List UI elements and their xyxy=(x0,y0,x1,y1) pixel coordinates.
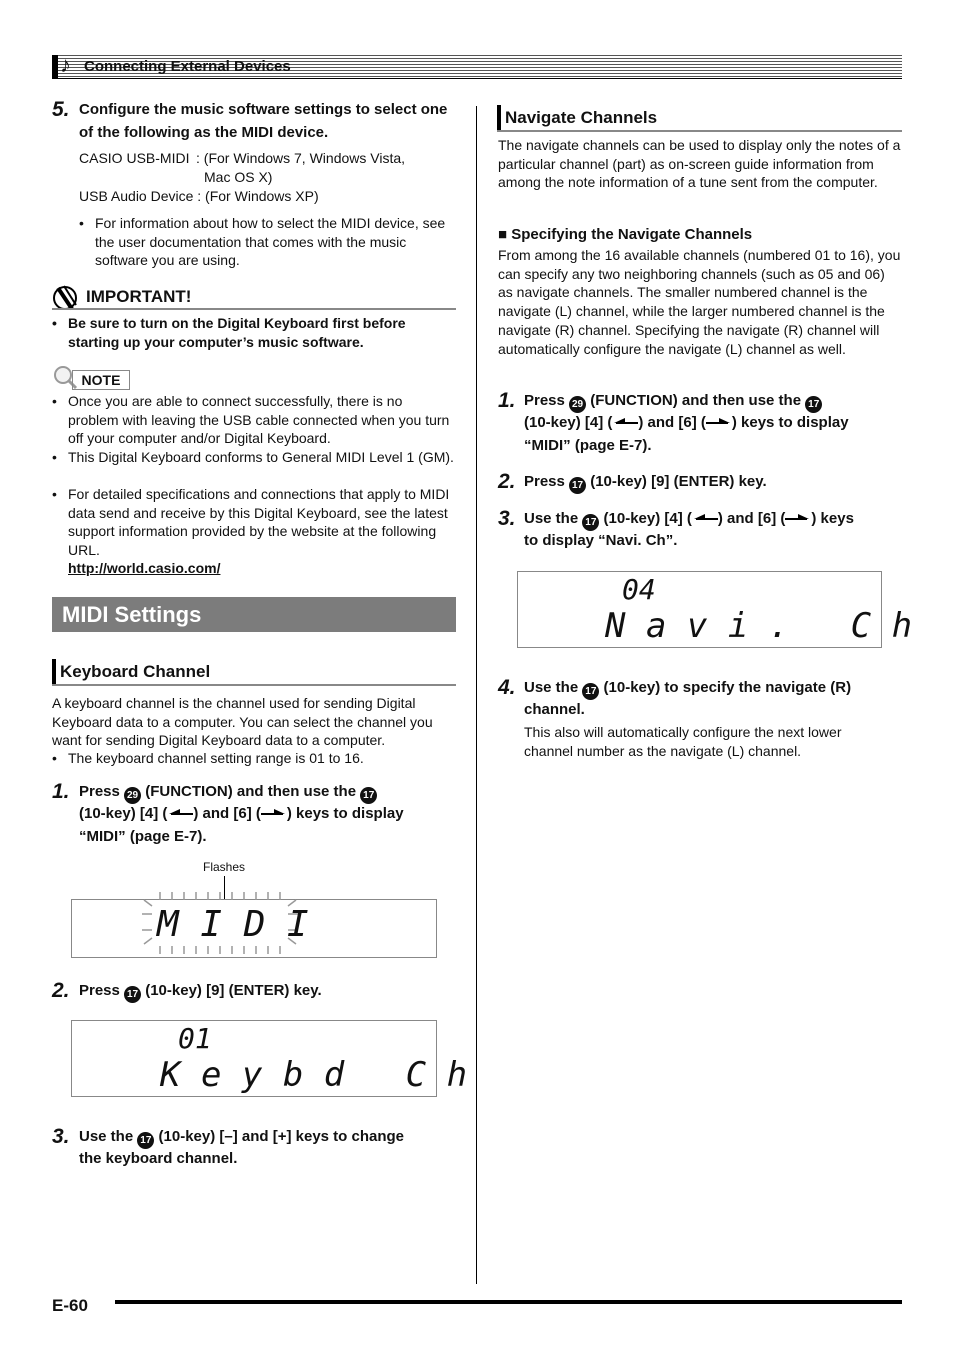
subhead-rule xyxy=(497,130,902,132)
lcd-keybd-text: K e y b d C h xyxy=(160,1055,468,1095)
use-text: Use the xyxy=(524,510,579,527)
bullet-text: For information about how to select the MIDI device, see the user documentation that comes with the music software you are using. xyxy=(95,215,446,269)
kc-step-2-text xyxy=(79,980,322,1003)
button-29-icon: 29 xyxy=(569,396,586,413)
button-29-icon: 29 xyxy=(124,787,141,804)
kc-step-3-line2: the keyboard channel. xyxy=(79,1150,238,1167)
press-text: Press xyxy=(79,982,120,999)
key4-text: (10-key) [4] ( xyxy=(524,414,613,431)
device-1-label: CASIO USB-MIDI xyxy=(79,150,190,166)
right-arrow-icon xyxy=(706,417,732,427)
right-arrow-icon xyxy=(785,513,811,523)
kc-step-1-line1 xyxy=(79,781,464,804)
step-5-bullet: • For information about how to select the MIDI device, see the user documentation that comes with the music software you are using. xyxy=(79,215,446,269)
step-number: 3. xyxy=(52,1125,70,1148)
button-17-icon: 17 xyxy=(569,477,586,494)
lcd-midi-text: M I D I xyxy=(157,904,309,945)
note-item-3: • For detailed specifications and connections that apply to MIDI data send and receive by this Digital Keyboard, see the latest support information provided by the website at the following URL. xyxy=(52,486,450,559)
keyboard-channel-bullet: • The keyboard channel setting range is 01 to 16. xyxy=(52,750,364,766)
nav-step-3-line1 xyxy=(524,508,854,531)
page-number: E-60 xyxy=(52,1296,88,1315)
key6-text: ) and [6] ( xyxy=(638,414,706,431)
enter-text: (10-key) [9] (ENTER) key. xyxy=(590,473,767,490)
button-17-icon: 17 xyxy=(805,396,822,413)
step-number: 1. xyxy=(498,389,516,412)
subhead-bar xyxy=(497,105,501,131)
header-title: Connecting External Devices xyxy=(84,58,291,75)
kc-step-1-line3: “MIDI” (page E-7). xyxy=(79,828,207,845)
key4-text: (10-key) [4] ( xyxy=(79,805,168,822)
function-text: (FUNCTION) and then use the xyxy=(145,783,357,800)
display-text: ) keys to display xyxy=(286,805,404,822)
right-arrow-icon xyxy=(261,808,287,818)
keyboard-channel-para: A keyboard channel is the channel used for sending Digital Keyboard data to a computer. You can select the channel you want for sending Digital Keyboard data to a computer. xyxy=(52,695,433,749)
nav-step-3-line2: to display “Navi. Ch”. xyxy=(524,532,678,549)
change-text: (10-key) [–] and [+] keys to change xyxy=(158,1128,405,1145)
note-label: NOTE xyxy=(72,370,130,390)
footer-rule xyxy=(115,1300,902,1304)
important-item: • Be sure to turn on the Digital Keyboard first before starting up your computer’s music software. xyxy=(52,315,406,350)
button-17-icon: 17 xyxy=(360,787,377,804)
important-text: Be sure to turn on the Digital Keyboard first before starting up your computer’s music software. xyxy=(68,315,406,350)
navigate-para: The navigate channels can be used to display only the notes of a particular channel (part) as on-screen guide information from among the note information of a tune sent from the computer. xyxy=(498,137,901,191)
specify-text: (10-key) to specify the navigate (R) xyxy=(603,679,852,696)
nav-step-1-line2 xyxy=(524,412,849,435)
important-label: IMPORTANT! xyxy=(86,287,192,306)
display-text: ) keys to display xyxy=(731,414,849,431)
lcd-navi-number: 04 xyxy=(622,573,656,606)
nav-step-1-line3: “MIDI” (page E-7). xyxy=(524,437,652,454)
header-marker xyxy=(52,55,58,79)
left-arrow-icon xyxy=(167,808,193,818)
kc-step-1-line2 xyxy=(79,803,404,826)
nav-step-2-text xyxy=(524,471,767,494)
note-item-1: • Once you are able to connect successfully, there is no problem with leaving the USB cable connected when you turn off your computer and/or Digital Keyboard. xyxy=(52,393,450,447)
music-note-icon: ♪ xyxy=(60,52,71,77)
button-17-icon: 17 xyxy=(582,683,599,700)
nav-step-4-sub: This also will automatically configure the next lower channel number as the navigate (L) channel. xyxy=(524,724,842,759)
spec-para: From among the 16 available channels (numbered 01 to 16), you can specify any two neighboring channels (such as 05 and 06) as navigate channels. The smaller numbered channel is the navigate (L) channel, while the larger numbered channel is the navigate (R) channel. Specifying the navigate (R) channel will automatically configure the navigate (L) channel as well. xyxy=(498,247,901,357)
device-1-value-cont: Mac OS X) xyxy=(204,169,273,185)
button-17-icon: 17 xyxy=(582,514,599,531)
press-text: Press xyxy=(79,783,120,800)
step-number: 2. xyxy=(52,979,70,1002)
subhead-bar xyxy=(52,659,56,685)
step-number: 2. xyxy=(498,470,516,493)
important-rule xyxy=(52,308,456,310)
nav-step-1-line1 xyxy=(524,390,822,413)
enter-text: (10-key) [9] (ENTER) key. xyxy=(145,982,322,999)
left-arrow-icon xyxy=(692,513,718,523)
use-text: Use the xyxy=(79,1128,134,1145)
step-number: 1. xyxy=(52,780,70,803)
key6-text: ) and [6] ( xyxy=(717,510,786,527)
kc-step-3-line1 xyxy=(79,1126,404,1149)
note-text-1: Once you are able to connect successfully, there is no problem with leaving the USB cable connected when you turn off your computer and/or Digital Keyboard. xyxy=(68,393,450,447)
press-text: Press xyxy=(524,473,565,490)
keyboard-channel-heading: Keyboard Channel xyxy=(60,662,211,681)
subhead-rule xyxy=(52,684,456,686)
button-17-icon: 17 xyxy=(137,1132,154,1149)
lcd-navi-text: N a v i . C h xyxy=(605,606,913,646)
nav-step-4-line2: channel. xyxy=(524,701,585,718)
step-5-text: Configure the music software settings to select one of the following as the MIDI device. xyxy=(79,101,448,141)
column-separator xyxy=(476,106,477,1284)
step-number: 4. xyxy=(498,676,516,699)
flashes-label: Flashes xyxy=(203,860,246,874)
note-text-2: This Digital Keyboard conforms to General MIDI Level 1 (GM). xyxy=(68,449,454,465)
navigate-heading: Navigate Channels xyxy=(505,108,658,127)
step-number: 3. xyxy=(498,507,516,530)
press-text: Press xyxy=(524,392,565,409)
device-1-value: : (For Windows 7, Windows Vista, xyxy=(196,150,406,166)
left-arrow-icon xyxy=(612,417,638,427)
note-item-2: • This Digital Keyboard conforms to General MIDI Level 1 (GM). xyxy=(52,449,454,465)
spec-heading: ■ Specifying the Navigate Channels xyxy=(498,226,753,243)
range-text: The keyboard channel setting range is 01 to 16. xyxy=(68,750,364,766)
device-2: USB Audio Device : (For Windows XP) xyxy=(79,188,319,204)
button-17-icon: 17 xyxy=(124,986,141,1003)
nav-step-4-line1 xyxy=(524,677,851,700)
function-text: (FUNCTION) and then use the xyxy=(590,392,802,409)
key4-text: (10-key) [4] ( xyxy=(603,510,692,527)
step-number: 5. xyxy=(52,98,70,121)
lcd-channel-number: 01 xyxy=(178,1022,212,1055)
section-title: MIDI Settings xyxy=(52,597,456,632)
key6-text: ) and [6] ( xyxy=(193,805,261,822)
note-text-3: For detailed specifications and connections that apply to MIDI data send and receive by this Digital Keyboard, see the latest support information provided by the website at the following URL. xyxy=(68,486,450,559)
casio-url-link[interactable]: http://world.casio.com/ xyxy=(68,560,221,576)
keys-text: ) keys xyxy=(811,510,854,527)
use-text: Use the xyxy=(524,679,579,696)
